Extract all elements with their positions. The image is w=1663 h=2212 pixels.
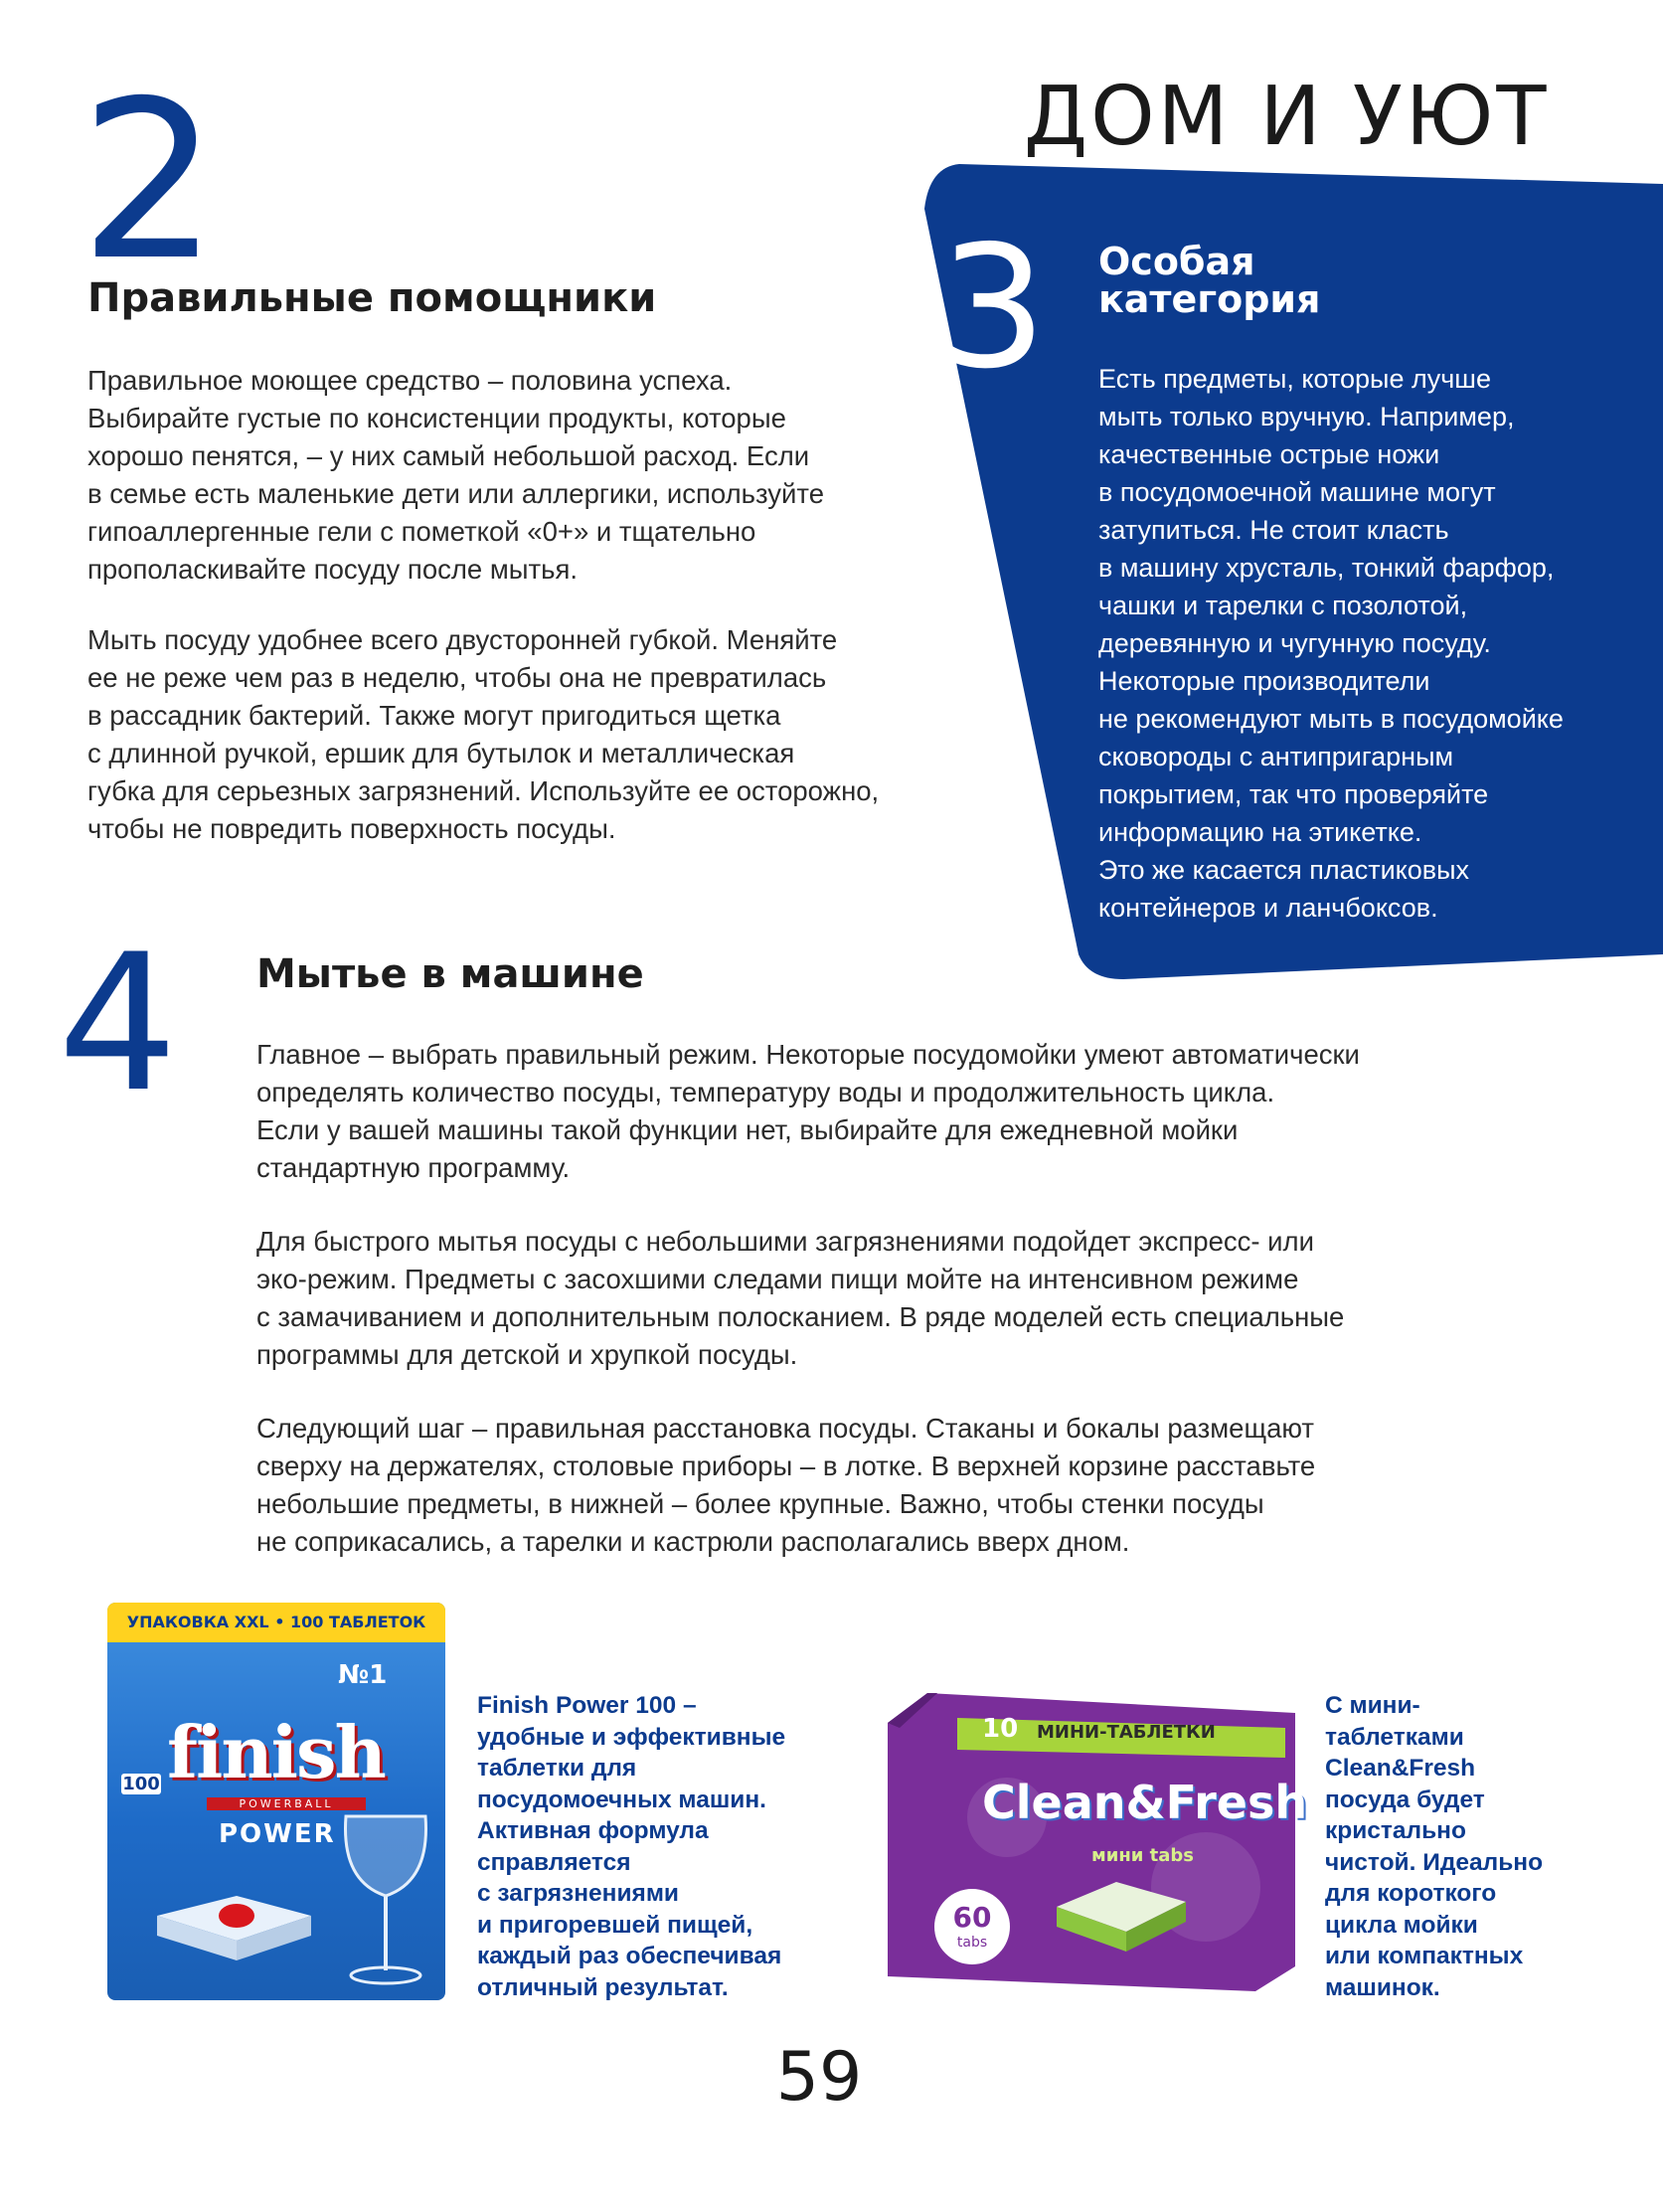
section4-paragraph: Следующий шаг – правильная расстановка посуды. Стаканы и бокалы размещают сверху на держателях, столовые приборы – в лотке. В верхней корзине расставьте небольшие предметы, в нижней – более крупные. Важно, чтобы стенки посуды не соприкасались, а тарелки и кастрюли располагались вверх дном.: [256, 1413, 1316, 1557]
cleanfresh-corner-count: 10: [982, 1714, 1019, 1744]
wine-glass-icon: [331, 1811, 440, 1990]
section4-paragraph: Главное – выбрать правильный режим. Некоторые посудомойки умеют автоматически определять количество посуды, температуру воды и продолжительность цикла. Если у вашей машины такой функции нет, выбирайте для ежедневной мойки стандартную программу.: [256, 1039, 1360, 1183]
finish-pack-banner: УПАКОВКА XXL • 100 ТАБЛЕТОК: [107, 1603, 445, 1642]
cleanfresh-tabs-count: 60: [952, 1901, 992, 1934]
section3-text: Есть предметы, которые лучше мыть только вручную. Например, качественные острые ножи в посудомоечной машине могут затупиться. Не стоит класть в машину хрусталь, тонкий фарфор, чашки и тарелки с позолотой, деревянную и чугунную посуду. Некоторые производители не рекомендуют мыть в посудомойке сковороды с антипригарным покрытием, так что проверяйте информацию на этикетке. Это же касается пластиковых контейнеров и ланчбоксов.: [1098, 364, 1564, 923]
section2-number: 2: [80, 54, 219, 308]
finish-tablet-icon: [147, 1886, 316, 1965]
section2-paragraph: Правильное моющее средство – половина успеха. Выбирайте густые по консистенции продукты, которые хорошо пенятся, – у них самый небольшой расход. Если в семье есть маленькие дети или аллергики, используйте гипоаллергенные гели с пометкой «0+» и тщательно прополаскивайте посуду после мытья.: [87, 365, 824, 585]
cleanfresh-brand-logo: Clean&Fresh: [982, 1776, 1308, 1829]
cleanfresh-tabs-word: tabs: [956, 1935, 988, 1951]
finish-line-label: POWER: [219, 1819, 336, 1849]
finish-pack-image: [107, 1603, 445, 2000]
section3-number: 3: [939, 210, 1048, 407]
product1-caption: Finish Power 100 – удобные и эффективные таблетки для посудомоечных машин. Активная формула справляется с загрязнениями и пригоревшей пищей, каждый раз обеспечивая отличный результат.: [477, 1692, 786, 2001]
page-number: 59: [775, 2038, 863, 2117]
cleanfresh-box-image: [888, 1688, 1308, 1991]
section4-paragraph: Для быстрого мытья посуды с небольшими загрязнениями подойдет экспресс- или эко-режим. Предметы с засохшими следами пищи мойте на интенсивном режиме с замачиванием и дополнительным полосканием. В ряде моделей есть специальные программы для детской и хрупкой посуды.: [256, 1226, 1345, 1370]
section2-paragraph: Мыть посуду удобнее всего двусторонней губкой. Меняйте ее не реже чем раз в неделю, чтобы она не превратилась в рассадник бактерий. Также могут пригодиться щетка с длинной ручкой, ершик для бутылок и металлическая губка для серьезных загрязнений. Используйте ее осторожно, чтобы не повредить поверхность посуды.: [87, 624, 880, 844]
finish-brand-logo: finish: [167, 1710, 385, 1794]
section4-number: 4: [58, 914, 178, 1133]
finish-count-badge: 100: [122, 1774, 160, 1794]
section4-title: Мытье в машине: [256, 951, 644, 997]
finish-sub-label: POWERBALL: [207, 1797, 366, 1810]
cleanfresh-sub-label: мини tabs: [1091, 1845, 1194, 1866]
finish-badge: №1: [338, 1660, 388, 1690]
cleanfresh-top-label: МИНИ-ТАБЛЕТКИ: [1037, 1722, 1216, 1743]
product2-caption: С мини- таблетками Clean&Fresh посуда будет кристально чистой. Идеально для короткого цикла мойки или компактных машинок.: [1325, 1692, 1544, 2001]
section3-title: Особая категория: [1098, 240, 1321, 321]
section-title: ДОМ И УЮТ: [1024, 70, 1550, 164]
section2-title: Правильные помощники: [87, 275, 657, 321]
